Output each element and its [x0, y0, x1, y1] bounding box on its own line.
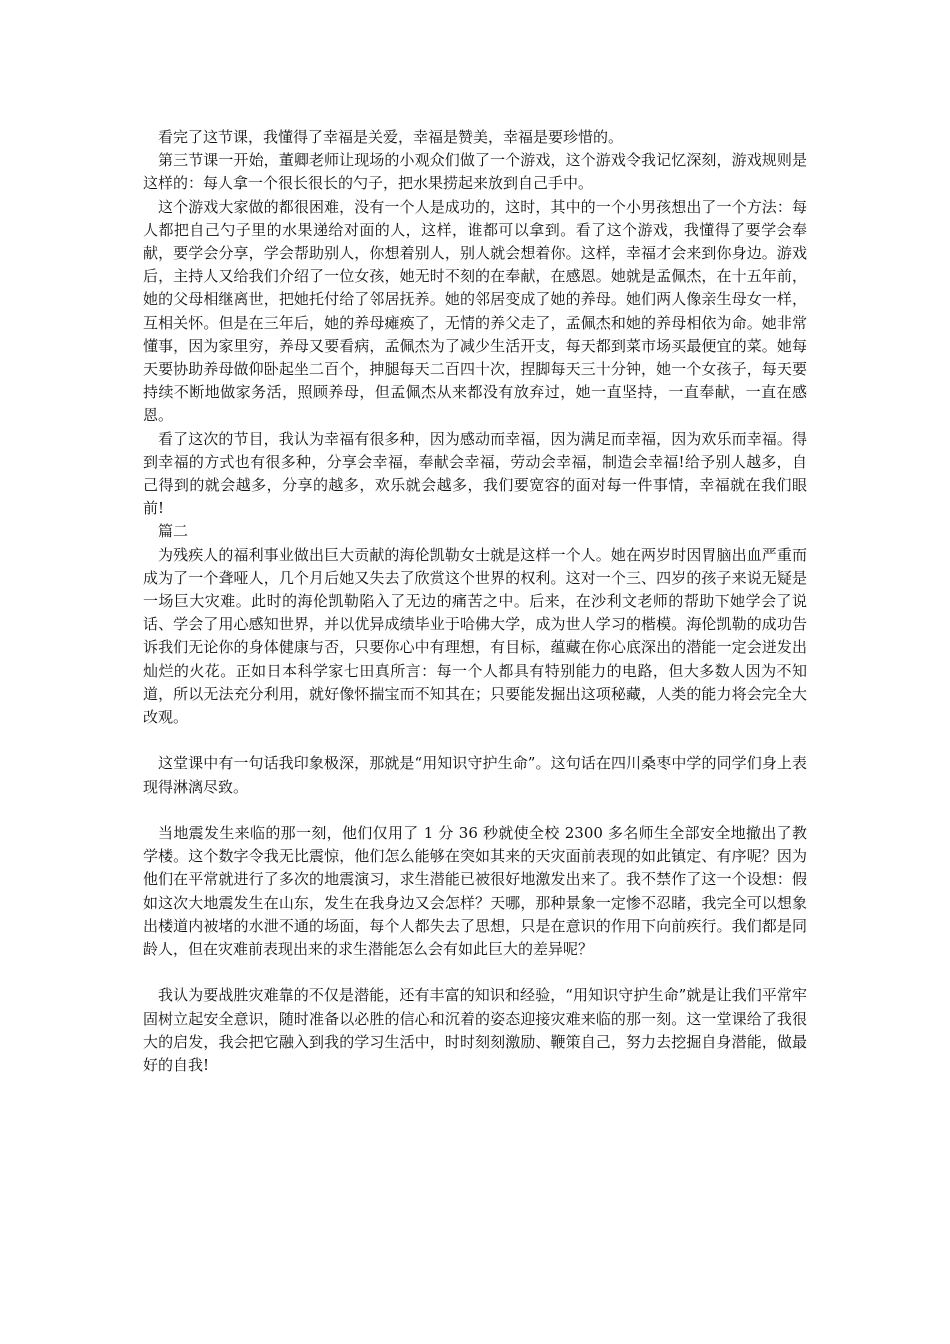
paragraph-7: 当地震发生来临的那一刻，他们仅用了 1 分 36 秒就使全校 2300 多名师生全部安全地撤出了教学楼。这个数字令我无比震惊，他们怎么能够在突如其来的天灾面前表现的如此镇定、有序呢？因为他们在平常就进行了多次的地震演习，求生潜能已被很好地激发出来了。我不禁作了这一个设想：假如这次大地震发生在山东，发生在我身边又会怎样？天哪，那种景象一定惨不忍睹，我完全可以想象出楼道内被堵的水泄不通的场面，每个人都失去了思想，只是在意识的作用下向前疾行。我们都是同龄人，但在灾难前表现出来的求生潜能怎么会有如此巨大的差异呢？: [143, 824, 807, 959]
paragraph-3: 这个游戏大家做的都很困难，没有一个人是成功的，这时，其中的一个小男孩想出了一个方法：每人都把自己勺子里的水果递给对面的人，这样，谁都可以拿到。看了这个游戏，我懂得了要学会奉献，要学会分享，学会帮助别人，你想着别人，别人就会想着你。这样，幸福才会来到你身边。游戏后，主持人又给我们介绍了一位女孩，她无时不刻的在奉献，在感恩。她就是孟佩杰，在十五年前，她的父母相继离世，把她托付给了邻居抚养。她的邻居变成了她的养母。她们两人像亲生母女一样，互相关怀。但是在三年后，她的养母瘫痪了，无情的养父走了，孟佩杰和她的养母相依为命。她非常懂事，因为家里穷，养母又要看病，孟佩杰为了减少生活开支，每天都到菜市场买最便宜的菜。她每天要协助养母做仰卧起坐二百个，抻腿每天二百四十次，捏脚每天三十分钟，她一个女孩子，每天要持续不断地做家务活，照顾养母，但孟佩杰从来都没有放弃过，她一直坚持，一直奉献，一直在感恩。: [143, 197, 807, 425]
blank-line: [143, 961, 807, 984]
paragraph-5: 为残疾人的福利事业做出巨大贡献的海伦凯勒女士就是这样一个人。她在两岁时因胃脑出血严重而成为了一个聋哑人，几个月后她又失去了欣赏这个世界的权利。这对一个三、四岁的孩子来说无疑是一场巨大灾难。此时的海伦凯勒陷入了无边的痛苦之中。后来，在沙利文老师的帮助下她学会了说话、学会了用心感知世界，并以优异成绩毕业于哈佛大学，成为世人学习的楷模。海伦凯勒的成功告诉我们无论你的身体健康与否，只要你心中有理想，有目标，蕴藏在你心底深出的潜能一定会迸发出灿烂的火花。正如日本科学家七田真所言：每一个人都具有特别能力的电路，但大多数人因为不知道，所以无法充分利用，就好像怀揣宝而不知其在；只要能发掘出这项秘藏，人类的能力将会完全大改观。: [143, 545, 807, 727]
blank-line: [143, 729, 807, 752]
paragraph-8: 我认为要战胜灾难靠的不仅是潜能，还有丰富的知识和经验，“用知识守护生命”就是让我们平常牢固树立起安全意识，随时准备以必胜的信心和沉着的姿态迎接灾难来临的那一刻。这一堂课给了我很大的启发，我会把它融入到我的学习生活中，时时刻刻激励、鞭策自己，努力去挖掘自身潜能，做最好的自我!: [143, 986, 807, 1075]
section-heading: 篇二: [158, 522, 189, 541]
paragraph-1: 看完了这节课，我懂得了幸福是关爱，幸福是赞美，幸福是要珍惜的。: [158, 128, 624, 146]
blank-line: [143, 799, 807, 822]
paragraph-2: 第三节课一开始，董卿老师让现场的小观众们做了一个游戏，这个游戏令我记忆深刻，游戏规则是这样的：每人拿一个很长很长的勺子，把水果捞起来放到自己手中。: [143, 151, 807, 193]
paragraph-6: 这堂课中有一句话我印象极深，那就是“用知识守护生命”。这句话在四川桑枣中学的同学们身上表现得淋漓尽致。: [143, 754, 807, 796]
document-body: [143, 126, 807, 1077]
paragraph-4: 看了这次的节目，我认为幸福有很多种，因为感动而幸福，因为满足而幸福，因为欢乐而幸福。得到幸福的方式也有很多种，分享会幸福，奉献会幸福，劳动会幸福，制造会幸福!给予别人越多，自己得到的就会越多，分享的越多，欢乐就会越多，我们要宽容的面对每一件事情，幸福就在我们眼前!: [143, 429, 807, 518]
